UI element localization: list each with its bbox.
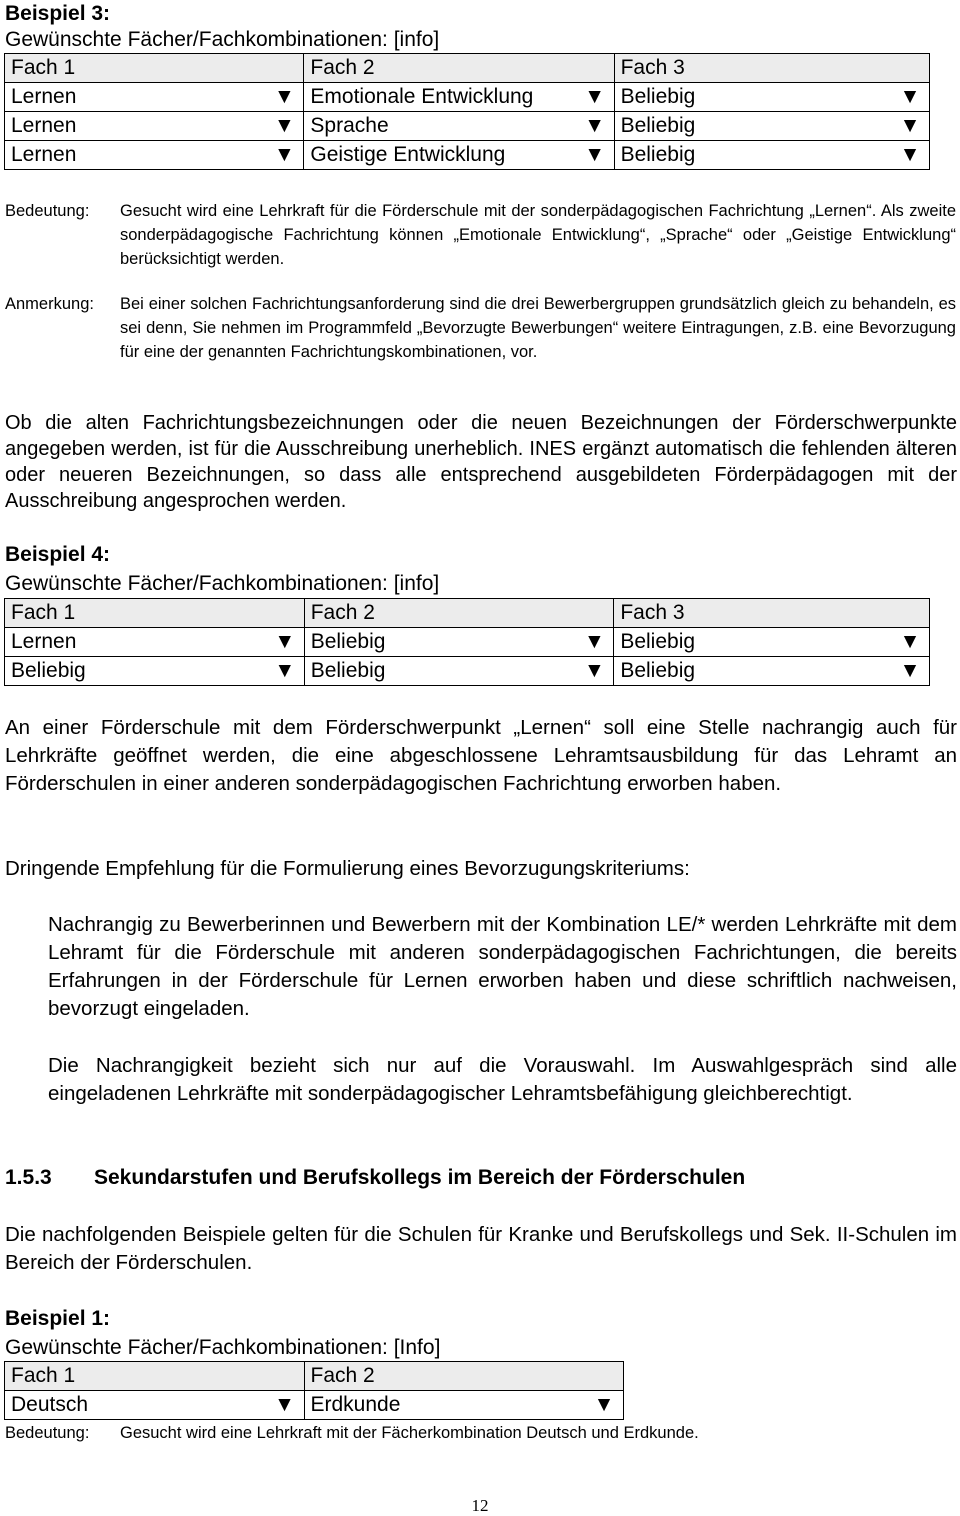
fach3-select[interactable]: Beliebig	[614, 628, 891, 657]
table-header-row	[5, 599, 930, 628]
fach2-select[interactable]: Beliebig	[304, 628, 575, 657]
column-header: Fach 1	[5, 54, 304, 83]
recommendation-text: Nachrangig zu Bewerberinnen und Bewerbern mit der Kombination LE/* werden Lehrkräfte mit dem Lehramt für die Förderschule mit anderen sonderpädagogischen Fachrichtungen, die bereits Erfahrungen in der Förderschule für Lernen erworben haben und diese schriftlich nachweisen, bevorzugt eingeladen.	[48, 913, 957, 1020]
section-paragraph: Die nachfolgenden Beispiele gelten für die Schulen für Kranke und Berufskollegs und Sek. II-Schulen im Bereich der Förderschulen.	[5, 1223, 957, 1274]
dropdown-arrow-icon[interactable]: ▼	[266, 1391, 304, 1420]
example-3-subtitle: Gewünschte Fächer/Fachkombinationen: [info]	[5, 28, 440, 51]
dropdown-arrow-icon[interactable]: ▼	[585, 1391, 623, 1420]
table-row	[5, 657, 930, 686]
fach2-select[interactable]: Erdkunde	[304, 1391, 585, 1420]
dropdown-arrow-icon[interactable]: ▼	[576, 141, 614, 170]
info-paragraph: Ob die alten Fachrichtungsbezeichnungen oder die neuen Bezeichnungen der Förderschwerpunkte angegeben werden, ist für die Ausschreibung unerheblich. INES ergänzt automatisch die fehlenden älteren oder neueren Bezeichnungen, so dass alle entsprechend ausgebildeten Förderpädagogen mit der Ausschreibung angesprochen werden.	[5, 412, 957, 512]
anmerkung-label: Anmerkung:	[5, 295, 94, 313]
dropdown-arrow-icon[interactable]: ▼	[891, 141, 929, 170]
dropdown-arrow-icon[interactable]: ▼	[575, 657, 613, 686]
fach3-select[interactable]: Beliebig	[614, 112, 891, 141]
example-4-table	[4, 598, 930, 686]
recommendation-note: Die Nachrangigkeit bezieht sich nur auf die Vorauswahl. Im Auswahlgespräch sind alle eingeladenen Lehrkräfte mit sonderpädagogischer Lehramtsbefähigung gleichberechtigt.	[48, 1054, 957, 1105]
dropdown-arrow-icon[interactable]: ▼	[891, 628, 929, 657]
fach2-select[interactable]: Emotionale Entwicklung	[304, 83, 576, 112]
bedeutung-text: Gesucht wird eine Lehrkraft mit der Fächerkombination Deutsch und Erdkunde.	[120, 1424, 699, 1442]
table-row	[5, 1391, 624, 1420]
column-header: Fach 1	[5, 599, 305, 628]
table-header-row	[5, 54, 930, 83]
example-4-paragraph: An einer Förderschule mit dem Förderschwerpunkt „Lernen“ soll eine Stelle nachrangig auch für Lehrkräfte geöffnet werden, die eine abgeschlossene Lehramtsausbildung für das Lehramt an Förderschulen in einer anderen sonderpädagogischen Fachrichtung erworben haben.	[5, 716, 957, 795]
fach1-select[interactable]: Lernen	[5, 141, 266, 170]
dropdown-arrow-icon[interactable]: ▼	[266, 112, 304, 141]
fach3-select[interactable]: Beliebig	[614, 83, 891, 112]
dropdown-arrow-icon[interactable]: ▼	[575, 628, 613, 657]
table-row	[5, 141, 930, 170]
example-1-table	[4, 1361, 624, 1420]
fach1-select[interactable]: Deutsch	[5, 1391, 266, 1420]
dropdown-arrow-icon[interactable]: ▼	[266, 141, 304, 170]
table-row	[5, 112, 930, 141]
column-header: Fach 2	[304, 599, 614, 628]
example-1-subtitle: Gewünschte Fächer/Fachkombinationen: [Info]	[5, 1336, 441, 1359]
example-1-title: Beispiel 1:	[5, 1307, 111, 1330]
table-row	[5, 83, 930, 112]
fach1-select[interactable]: Lernen	[5, 628, 266, 657]
recommendation-heading: Dringende Empfehlung für die Formulierung eines Bevorzugungskriteriums:	[5, 857, 690, 880]
fach2-select[interactable]: Sprache	[304, 112, 576, 141]
example-3-table	[4, 53, 930, 170]
dropdown-arrow-icon[interactable]: ▼	[266, 657, 304, 686]
dropdown-arrow-icon[interactable]: ▼	[576, 112, 614, 141]
dropdown-arrow-icon[interactable]: ▼	[266, 83, 304, 112]
table-row	[5, 628, 930, 657]
bedeutung-label: Bedeutung:	[5, 1424, 90, 1442]
dropdown-arrow-icon[interactable]: ▼	[891, 83, 929, 112]
dropdown-arrow-icon[interactable]: ▼	[266, 628, 304, 657]
section-title: Sekundarstufen und Berufskollegs im Bereich der Förderschulen	[94, 1166, 746, 1189]
column-header: Fach 1	[5, 1362, 305, 1391]
dropdown-arrow-icon[interactable]: ▼	[576, 83, 614, 112]
fach2-select[interactable]: Beliebig	[304, 657, 575, 686]
table-header-row	[5, 1362, 624, 1391]
bedeutung-label: Bedeutung:	[5, 202, 90, 220]
fach2-select[interactable]: Geistige Entwicklung	[304, 141, 576, 170]
column-header: Fach 3	[614, 54, 929, 83]
fach1-select[interactable]: Lernen	[5, 83, 266, 112]
page-number: 12	[471, 1496, 489, 1515]
fach1-select[interactable]: Lernen	[5, 112, 266, 141]
section-number: 1.5.3	[5, 1166, 52, 1189]
anmerkung-text: Bei einer solchen Fachrichtungsanforderung sind die drei Bewerbergruppen grundsätzlich gleich zu behandeln, es sei denn, Sie nehmen im Programmfeld „Bevorzugte Bewerbungen“ weitere Eintragungen, z.B. eine Bevorzugung für eine der genannten Fachrichtungskombinationen, vor.	[120, 295, 956, 361]
dropdown-arrow-icon[interactable]: ▼	[891, 112, 929, 141]
bedeutung-text: Gesucht wird eine Lehrkraft für die Förderschule mit der sonderpädagogischen Fachrichtung „Lernen“. Als zweite sonderpädagogische Fachrichtung können „Emotionale Entwicklung“, „Sprache“ oder „Geistige Entwicklung“ berücksichtigt werden.	[120, 202, 956, 268]
example-4-title: Beispiel 4:	[5, 543, 111, 566]
fach3-select[interactable]: Beliebig	[614, 141, 891, 170]
fach3-select[interactable]: Beliebig	[614, 657, 891, 686]
example-4-subtitle: Gewünschte Fächer/Fachkombinationen: [info]	[5, 572, 440, 595]
dropdown-arrow-icon[interactable]: ▼	[891, 657, 929, 686]
column-header: Fach 2	[304, 1362, 624, 1391]
column-header: Fach 3	[614, 599, 930, 628]
column-header: Fach 2	[304, 54, 614, 83]
fach1-select[interactable]: Beliebig	[5, 657, 266, 686]
example-3-title: Beispiel 3:	[5, 2, 111, 25]
